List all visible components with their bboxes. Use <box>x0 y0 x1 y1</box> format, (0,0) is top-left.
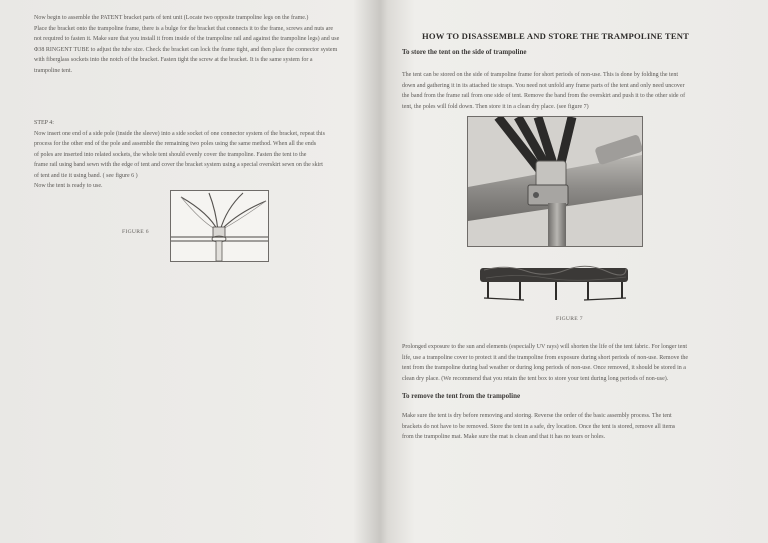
tent-bracket-drawing <box>171 191 268 261</box>
figure-6-caption: FIGURE 6 <box>122 229 149 235</box>
page-title: HOW TO DISASSEMBLE AND STORE THE TRAMPOLINE TENT <box>422 31 690 41</box>
store-line: down and gathering it in its attached tie straps. You need not unfold any frame parts of the tent and only need uncover <box>402 82 685 89</box>
folded-tent-drawing <box>476 262 632 302</box>
remove-paragraph <box>402 411 752 443</box>
remove-heading: To remove the tent from the trampoline <box>402 392 521 400</box>
trampoline-with-folded-tent-image <box>476 262 632 302</box>
remove-line: from the trampoline mat. Make sure the mat is clean and that it has no tears or holes. <box>402 434 606 440</box>
intro-line: Now begin to assemble the PATENT bracket parts of tent unit (Locate two opposite trampoline legs on the frame.) <box>34 15 309 21</box>
step-line: of poles are inserted into related sockets, the whole tent should evenly cover the trampoline. Fasten the tent to the <box>34 151 307 158</box>
intro-line: Place the bracket onto the trampoline frame, there is a bulge for the bracket that connects it to the frame, screws and nuts are <box>34 25 334 32</box>
step-line: Now insert one end of a side pole (inside the sleeve) into a side socket of one connector system of the bracket, repeat this <box>34 130 325 137</box>
figure-6-illustration <box>170 190 269 262</box>
remove-line: brackets do not have to be removed. Store the tent in a safe, dry location. Once the tent is stored, remove all items <box>402 423 676 430</box>
store-heading: To store the tent on the side of trampoline <box>402 48 527 56</box>
intro-line: with fiberglass sockets into the notch of the bracket. Fasten tight the screw at the bracket. It is the same system for a <box>34 57 313 63</box>
store-line: The tent can be stored on the side of trampoline frame for short periods of non-use. This is done by folding the tent <box>402 72 678 78</box>
bracket-photo <box>467 116 643 247</box>
figure-7-caption: FIGURE 7 <box>556 316 583 322</box>
store-line: tent, the poles will fold down. Then store it in a clean dry place. (see figure 7) <box>402 103 589 110</box>
exposure-line: tent from the trampoline during bad weather or during long periods of non-use. Once removed, it should be stored in a <box>402 365 686 371</box>
exposure-line: clean dry place. (We recommend that you retain the tent box to store your tent during long periods of non-use). <box>402 375 669 382</box>
step-line: process for the other end of the pole and assemble the remaining two poles using the same method. When all the ends <box>34 141 317 147</box>
step-4-paragraph <box>34 118 352 192</box>
exposure-line: life, use a trampoline cover to protect it and the trampoline from exposure during short periods of non-use. Remove the <box>402 354 689 361</box>
right-page <box>388 0 768 543</box>
step-label: STEP 4: <box>34 120 54 126</box>
bracket-closeup-image <box>468 117 642 246</box>
store-line: the band from the frame rail from one side of tent. Remove the band from the overskirt and push it to the other side of <box>402 93 686 99</box>
exposure-line: Prolonged exposure to the sun and elements (especially UV rays) will shorten the life of the tent fabric. For longer tent <box>402 344 687 350</box>
step-line: of tent and tie it using band. ( see figure 6 ) <box>34 172 138 179</box>
store-paragraph <box>402 70 752 112</box>
left-page <box>0 0 378 543</box>
intro-line: Φ38 RINGENT TUBE to adjust the tube size. Check the bracket can lock the frame tight, and then place the connector system <box>34 46 338 53</box>
step-line: Now the tent is ready to use. <box>34 183 103 189</box>
remove-line: Make sure the tent is dry before removing and storing. Reverse the order of the basic assembly process. The tent <box>402 413 672 419</box>
intro-paragraph <box>34 13 352 76</box>
intro-line: trampoline tent. <box>34 67 72 74</box>
step-line: frame rail using band sewn with the edge of tent and cover the bracket system using a special overskirt sewn on the skirt <box>34 162 323 168</box>
intro-line: not required to fasten it. Make sure that you install it from inside of the trampoline rail and against the trampoline legs) and use <box>34 36 340 42</box>
exposure-paragraph <box>402 342 752 384</box>
